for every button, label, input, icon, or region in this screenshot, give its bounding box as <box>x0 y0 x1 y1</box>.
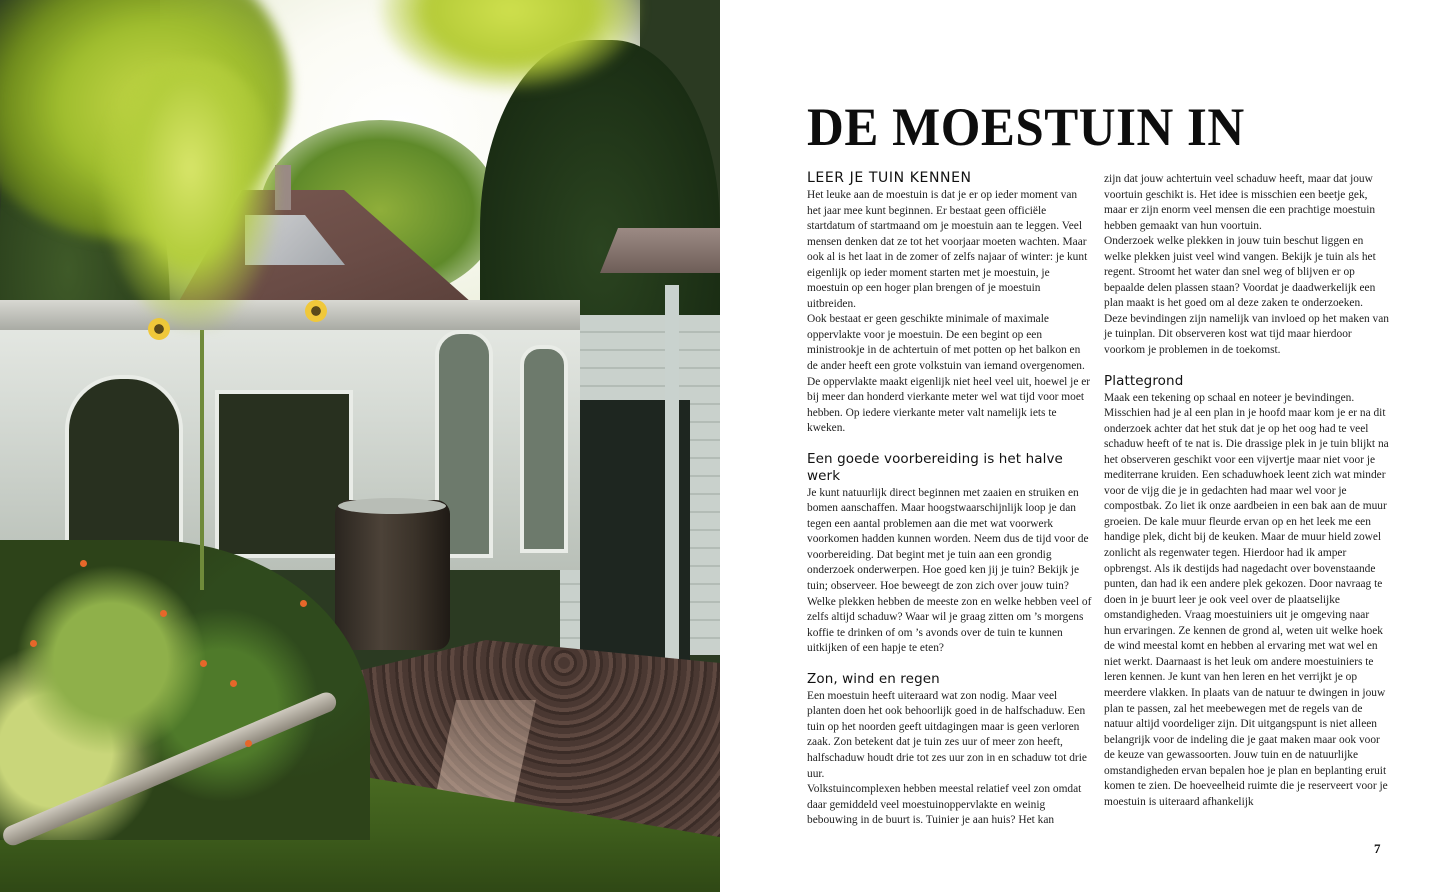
section-heading-zon-wind-regen: Zon, wind en regen <box>807 670 940 687</box>
photo-flower <box>80 560 87 567</box>
paragraph: Maak een tekening op schaal en noteer je bevindingen. Misschien had je al een plan in je hoofd maar kom je er na dit onderzoek achter dat het stuk dat je op het oog had te veel schaduw heeft of te nat is. Die drassige plek in je tuin blijkt na het observeren geschikt voor een vijvertje maar niet voor je mediterrane kruiden. Een schaduwhoek leent zich wat minder voor de vijg die je in gedachten had maar wel voor je compostbak. Zo liet ik onze aardbeien in een bak aan de muur groeien. De kale muur fleurde ervan op en het leek me een handige plek, dicht bij de keuken. Maar de muur hield zowel zonlicht als regenwater tegen. Hierdoor had ik amper opbrengst. Als ik destijds had nagedacht over bovenstaande punten, dan had ik een andere plek gekozen. Door navraag te doen in je buurt leer je ook veel over de plaatselijke omstandigheden. Vraag moestuiniers uit je omgeving naar hun ervaringen. Ze kennen de grond al, weten uit welke hoek de wind meestal komt en hebben al ervaring met wat wel en niet werkt. Daarnaast is het leuk om andere moestuiniers te leren kennen. Je kunt van hen leren en het verrijkt je op meerdere vlakken. In plaats van de natuur te dwingen in jouw plan te passen, zal het meebewegen met de regels van de natuur altijd voordeliger zijn. Dit uitgangspunt is niet alleen belangrijk voor de indeling die je gaat maken maar ook voor de keuze van gewassoorten. Jouw tuin en de natuurlijke omstandigheden ervan bepalen hoe je plan en beplanting eruit komen te zien. De hoeveelheid ruimte die je reserveert voor je moestuin is uiteraard afhankelijk <box>1104 391 1389 808</box>
photo-shed-roof <box>600 228 720 273</box>
photo-vegetable-beds <box>0 540 370 840</box>
photo-wooden-post <box>665 285 679 685</box>
photo-flower <box>200 660 207 667</box>
paragraph: Een moestuin heeft uiteraard wat zon nodig. Maar veel planten doen het ook behoorlijk goed in de halfschaduw. Een tuin op het noorden geeft uitdagingen maar is geen verloren zaak. Zon betekent dat je tuin zes uur of meer zon heeft, halfschaduw houdt drie tot zes uur zon in en schaduw tot drie uur. <box>807 689 1087 780</box>
page-title: DE MOESTUIN IN <box>807 99 1245 158</box>
photo-greenhouse-window <box>215 390 353 558</box>
photo-flower <box>30 640 37 647</box>
photo-greenhouse-window <box>65 375 183 563</box>
text-page <box>720 0 1440 892</box>
paragraph: Volkstuincomplexen hebben meestal relatief veel zon omdat daar gemiddeld veel moestuinoppervlakte en weinig bebouwing in de buurt is. Tuinier je aan huis? Het kan <box>807 783 1082 827</box>
text-column-left <box>807 170 1092 829</box>
section-heading-leer-je-tuin-kennen: LEER JE TUIN KENNEN <box>807 170 972 186</box>
text-column-right <box>1104 172 1389 810</box>
photo-flower <box>160 610 167 617</box>
photo-flower <box>300 600 307 607</box>
paragraph: Onderzoek welke plekken in jouw tuin beschut liggen en welke plekken juist veel wind vangen. Bekijk je tuin als het regent. Stroomt het water dan snel weg of blijven er op bepaalde delen plassen staan? Voordat je daadwerkelijk een plan maakt is het goed om al deze zaken te onderzoeken. Deze bevindingen zijn namelijk van invloed op het maken van je tuinplan. Dit observeren kost wat tijd maar hierdoor voorkom je problemen in de toekomst. <box>1104 235 1389 357</box>
photo-greenhouse-roof <box>0 300 580 330</box>
photo-greenhouse-window <box>520 345 568 553</box>
photo-rain-barrel-lid <box>338 498 446 514</box>
photo-rain-barrel <box>335 500 450 650</box>
paragraph: Je kunt natuurlijk direct beginnen met zaaien en struiken en bomen aanschaffen. Maar hoogstwaarschijnlijk loop je dan tegen een aantal problemen aan die met wat voorwerk voorkomen hadden kunnen worden. Neem dus de tijd voor de voorbereiding. Dat begint met je tuin aan een grondig onderzoek onderwerpen. Hoe goed ken jij je tuin? Bekijk je tuin; observeer. Hoe beweegt de zon zich over jouw tuin? Welke plekken hebben de meeste zon en welke hebben veel of zelfs altijd schaduw? Waar wil je graag zitten om ’s morgens koffie te drinken of om ’s avonds over de tuin te kunnen uitkijken of een hapje te eten? <box>807 486 1092 655</box>
photo-sunflower <box>305 300 327 322</box>
section-heading-voorbereiding: Een goede voorbereiding is het halve werk <box>807 450 1063 484</box>
photo-flower <box>245 740 252 747</box>
paragraph: Ook bestaat er geen geschikte minimale of maximale oppervlakte voor je moestuin. De een begint op een ministrookje in de achtertuin of met potten op het balkon en de ander heeft een grote volkstuin van iemand overgenomen. De oppervlakte maakt eigenlijk niet heel veel uit, hoewel je er bij meer dan honderd vierkante meter wel wat tijd voor moet hebben. Op iedere vierkante meter valt namelijk iets te kweken. <box>807 313 1091 435</box>
photo-sunflower-stem <box>200 330 204 590</box>
section-heading-plattegrond: Plattegrond <box>1104 372 1184 389</box>
paragraph: Het leuke aan de moestuin is dat je er op ieder moment van het jaar mee kunt beginnen. Er bestaat geen officiële startdatum of startmaand om je moestuin aan te leggen. Veel mensen denken dat ze tot het voorjaar moeten wachten. Maar ook al is het laat in de zomer of zelfs najaar of winter: je kunt eigenlijk op ieder moment starten met je moestuin, je moestuin op een hoger plan brengen of je moestuin uitbreiden. <box>807 189 1088 310</box>
page-number: 7 <box>1374 841 1381 856</box>
paragraph: zijn dat jouw achtertuin veel schaduw heeft, maar dat jouw voortuin geschikt is. Het idee is misschien een beetje gek, maar er zijn enorm veel mensen die een prachtige moestuin hebben gemaakt van hun voortuin. <box>1104 173 1376 232</box>
photo-flower <box>230 680 237 687</box>
